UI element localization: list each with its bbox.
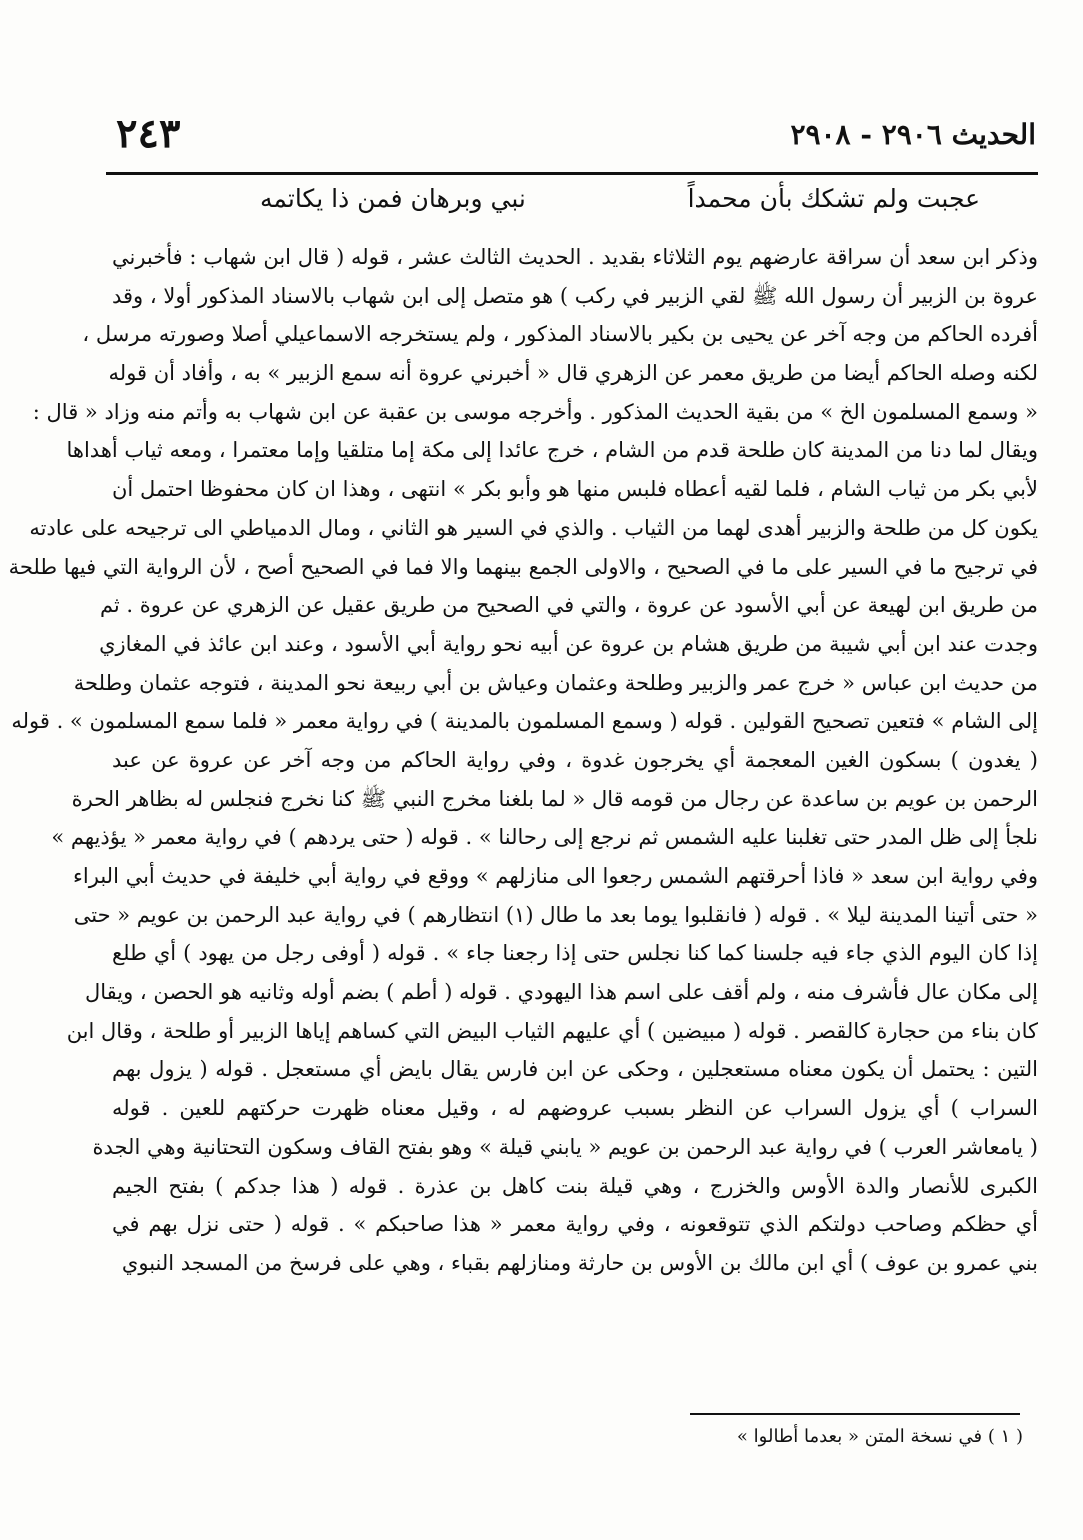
text-line: ( يامعاشر العرب ) في رواية عبد الرحمن بن عويم « يابني قيلة » وهو بفتح القاف وسكون التحتانية وهي الجدة: [92, 1134, 1038, 1159]
text-line: الرحمن بن عويم بن ساعدة عن رجال من قومه قال « لما بلغنا مخرج النبي ﷺ كنا نخرج فنجلس له بظاهر الحرة: [71, 786, 1038, 811]
header-rule: [106, 172, 1038, 175]
text-line: بني عمرو بن عوف ) أي ابن مالك بن الأوس بن حارثة ومنازلهم بقباء ، وهي على فرسخ من المسجد النبوي: [121, 1250, 1038, 1275]
text-line: أي حظكم وصاحب دولتكم الذي تتوقعونه ، وفي رواية معمر « هذا صاحبكم » . قوله ( حتى نزل بهم في: [112, 1212, 1038, 1237]
text-line: إلى مكان عال فأشرف منه ، ولم أقف على اسم هذا اليهودي . قوله ( أطم ) بضم أوله وثانيه هو الحصن ، ويقال: [84, 980, 1038, 1005]
text-line: ( يغدون ) بسكون الغين المعجمة أي يخرجون غدوة ، وفي رواية الحاكم من وجه آخر عن عروة عن عبد: [112, 747, 1038, 772]
text-line: في ترجيح ما في السير على ما في الصحيح ، والاولى الجمع بينهما والا فما في الصحيح أصح ، لأن الرواية التي فيها طلحة: [8, 554, 1038, 579]
commentary-body: [8, 238, 1038, 1283]
text-line: لأبي بكر من ثياب الشام ، فلما لقيه أعطاه فلبس منها هو وأبو بكر » انتهى ، وهذا ان كان محفوظا احتمل أن: [112, 477, 1038, 502]
text-line: عروة بن الزبير أن رسول الله ﷺ لقي الزبير في ركب ) هو متصل إلى ابن شهاب بالاسناد المذكور أولا ، وقد: [112, 283, 1038, 308]
text-line: السراب ) أي يزول السراب عن النظر بسبب عروضهم له ، وقيل معناه ظهرت حركتهم للعين . قوله: [112, 1096, 1038, 1121]
text-line: نلجأ إلى ظل المدر حتى تغلبنا عليه الشمس ثم نرجع إلى رحالنا » . قوله ( حتى يردهم ) في رواية معمر « يؤذيهم »: [51, 825, 1038, 850]
poetry-verse: [260, 180, 980, 236]
footnote-rule: [690, 1413, 1020, 1415]
text-line: وذكر ابن سعد أن سراقة عارضهم يوم الثلاثاء بقديد . الحديث الثالث عشر ، قوله ( قال ابن شهاب : فأخبرني: [112, 245, 1038, 269]
verse-hemistich-second: نبي وبرهان فمن ذا يكاتمه: [260, 184, 526, 213]
text-line: من طريق ابن لهيعة عن أبي الأسود عن عروة ، والتي في الصحيح من طريق عقيل عن الزهري عن عروة . ثم: [99, 593, 1038, 618]
page-number: ٢٤٣: [116, 110, 181, 157]
text-line: التين : يحتمل أن يكون معناه مستعجلين ، وحكى عن ابن فارس يقال بايض أي مستعجل . قوله ( يزول بهم: [112, 1057, 1038, 1082]
text-line: أفرده الحاكم من وجه آخر عن يحيى بن بكير بالاسناد المذكور ، ولم يستخرجه الاسماعيلي أصلا وصورته مرسل ،: [82, 322, 1038, 347]
text-line: وفي رواية ابن سعد « فاذا أحرقتهم الشمس رجعوا الى منازلهم » ووقع في رواية أبي خليفة في حديث أبي البراء: [73, 864, 1038, 888]
page-header: [108, 110, 1036, 162]
text-line: « حتى أتينا المدينة ليلا » . قوله ( فانقلبوا يوما بعد ما طال (١) انتظارهم ) في رواية عبد الرحمن بن عويم « حتى: [73, 902, 1038, 927]
text-line: إلى الشام » فتعين تصحيح القولين . قوله ( وسمع المسلمون بالمدينة ) في رواية معمر « فلما سمع المسلمون » . قوله: [11, 709, 1038, 734]
text-line: إذا كان اليوم الذي جاء فيه جلسنا كما كنا نجلس حتى إذا رجعنا جاء » . قوله ( أوفى رجل من يهود ) أي طلع: [112, 941, 1038, 966]
text-line: لكنه وصله الحاكم أيضا من طريق معمر عن الزهري قال « أخبرني عروة أنه سمع الزبير » به ، وأفاد أن قوله: [108, 361, 1038, 386]
running-header-hadith-range: الحديث ٢٩٠٦ - ٢٩٠٨: [790, 118, 1036, 151]
text-line: « وسمع المسلمون الخ » من بقية الحديث المذكور . وأخرجه موسى بن عقبة عن ابن شهاب به وأتم منه وزاد « قال :: [32, 399, 1038, 424]
text-line: وجدت عند ابن أبي شيبة من طريق هشام بن عروة عن أبيه نحو رواية أبي الأسود ، وعند ابن عائذ في المغازي: [99, 631, 1038, 656]
text-line: يكون كل من طلحة والزبير أهدى لهما من الثياب . والذي في السير هو الثاني ، ومال الدمياطي الى ترجيحه على عادته: [29, 515, 1038, 540]
text-line: من حديث ابن عباس « خرج عمر والزبير وطلحة وعثمان وعياش بن أبي ربيعة نحو المدينة ، فتوجه عثمان وطلحة: [73, 670, 1038, 695]
text-line: الكبرى للأنصار والدة الأوس والخزرج ، وهي قيلة بنت كاهل بن عذرة . قوله ( هذا جدكم ) بفتح الجيم: [112, 1173, 1038, 1198]
verse-hemistich-first: عجبت ولم تشكك بأن محمداً: [687, 184, 980, 213]
text-line: ويقال لما دنا من المدينة كان طلحة قدم من الشام ، خرج عائدا إلى مكة إما متلقيا وإما معتمرا ، ومعه ثياب أهداها: [66, 438, 1038, 463]
text-line: كان بناء من حجارة كالقصر . قوله ( مبيضين ) أي عليهم الثياب البيض التي كساهم إياها الزبير أو طلحة ، وقال ابن: [66, 1018, 1038, 1043]
footnote: ( ١ ) في نسخة المتن « بعدما أطالوا »: [736, 1426, 1023, 1447]
